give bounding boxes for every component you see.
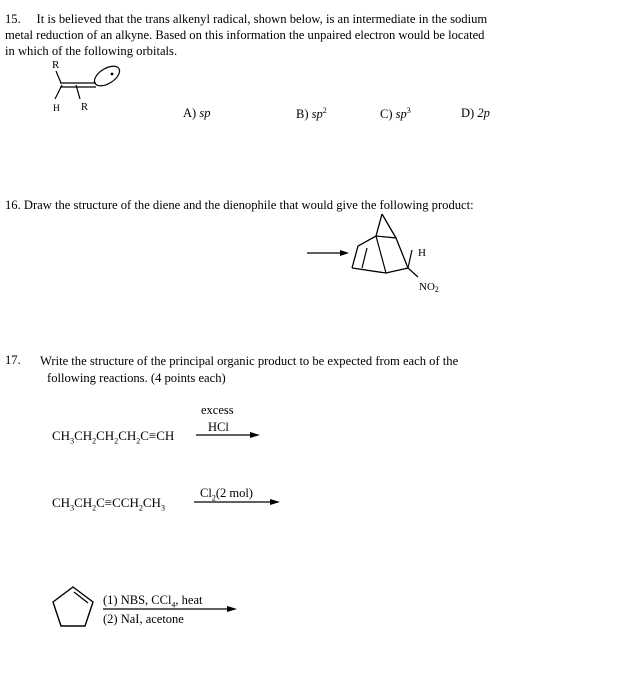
bridge-up — [376, 214, 382, 236]
back-bond — [376, 236, 386, 273]
reaction-1-reactant: $CH_3CH_2CH_2CH_2C\equiv CH$ — [52, 428, 175, 446]
option-a-orbital: sp — [199, 106, 211, 120]
product-label-h: H — [418, 247, 426, 259]
option-b[interactable] — [296, 106, 327, 122]
reaction-2-arrow — [192, 497, 284, 507]
option-c[interactable] — [380, 106, 411, 122]
bond-to-h — [408, 250, 412, 268]
structure-label-h: H — [53, 104, 60, 114]
bridge-down — [382, 214, 396, 238]
alkenyl-radical-structure — [40, 58, 140, 118]
reaction-1-arrow — [194, 430, 264, 440]
reaction-arrow-head — [340, 250, 349, 256]
question-16-product-diagram — [300, 210, 470, 300]
reaction-3-step-2: (2) NaI, acetone — [103, 612, 184, 626]
option-c-superscript: 3 — [406, 106, 411, 115]
option-b-orbital: sp — [311, 107, 323, 122]
question-15-number: 15. — [5, 12, 21, 26]
question-17-text — [40, 353, 458, 387]
option-b-letter: B) — [296, 107, 312, 122]
option-c-letter: C) — [380, 107, 396, 122]
question-16-text: 16. Draw the structure of the diene and the dienophile that would give the following product: — [5, 198, 474, 212]
product-label-no2: NO2 — [419, 281, 439, 294]
alkene-inner-bond — [362, 248, 367, 268]
option-a-letter: A) — [183, 106, 200, 120]
structure-label-r-top: R — [52, 59, 60, 71]
bond-h — [55, 85, 62, 99]
question-15-line-1: It is believed that the trans alkenyl radical, shown below, is an intermediate in the sodium — [36, 12, 488, 26]
option-d-orbital: 2p — [477, 106, 490, 120]
reaction-2-reactant: $CH_3CH_2C\equiv CCH_2CH_3$ — [52, 495, 165, 513]
cyclopentene-ring — [53, 587, 93, 626]
bond-r-c1 — [56, 71, 61, 83]
reaction-2-reagent: $Cl_2(2$ mol) — [200, 486, 253, 503]
option-b-superscript: 2 — [322, 106, 327, 115]
bicyclic-ring — [352, 236, 408, 273]
radical-orbital-lobe — [91, 62, 123, 90]
structure-label-r-bottom: R — [81, 102, 89, 113]
reaction-1-reagent-excess: excess — [201, 403, 234, 417]
question-15 — [5, 11, 487, 59]
reaction-1-reagent-hcl: HCl — [208, 420, 229, 434]
option-d-letter: D) — [461, 106, 478, 120]
unpaired-electron-dot — [111, 73, 114, 76]
reaction-3-step-1: (1) NBS, CCl$_4$, heat — [103, 593, 203, 610]
question-17-line-1: Write the structure of the principal organic product to be expected from each of the — [40, 354, 459, 368]
question-15-line-2: metal reduction of an alkyne. Based on this information the unpaired electron would be located — [5, 28, 485, 42]
bond-to-no2 — [408, 268, 418, 277]
question-15-line-3: in which of the following orbitals. — [5, 44, 178, 58]
cyclopentene-structure — [50, 585, 96, 629]
option-d[interactable] — [461, 106, 490, 121]
question-17-line-2: following reactions. (4 points each) — [47, 371, 226, 385]
option-c-orbital: sp — [395, 107, 407, 122]
option-a[interactable] — [183, 106, 210, 121]
question-17-number: 17. — [5, 353, 21, 367]
